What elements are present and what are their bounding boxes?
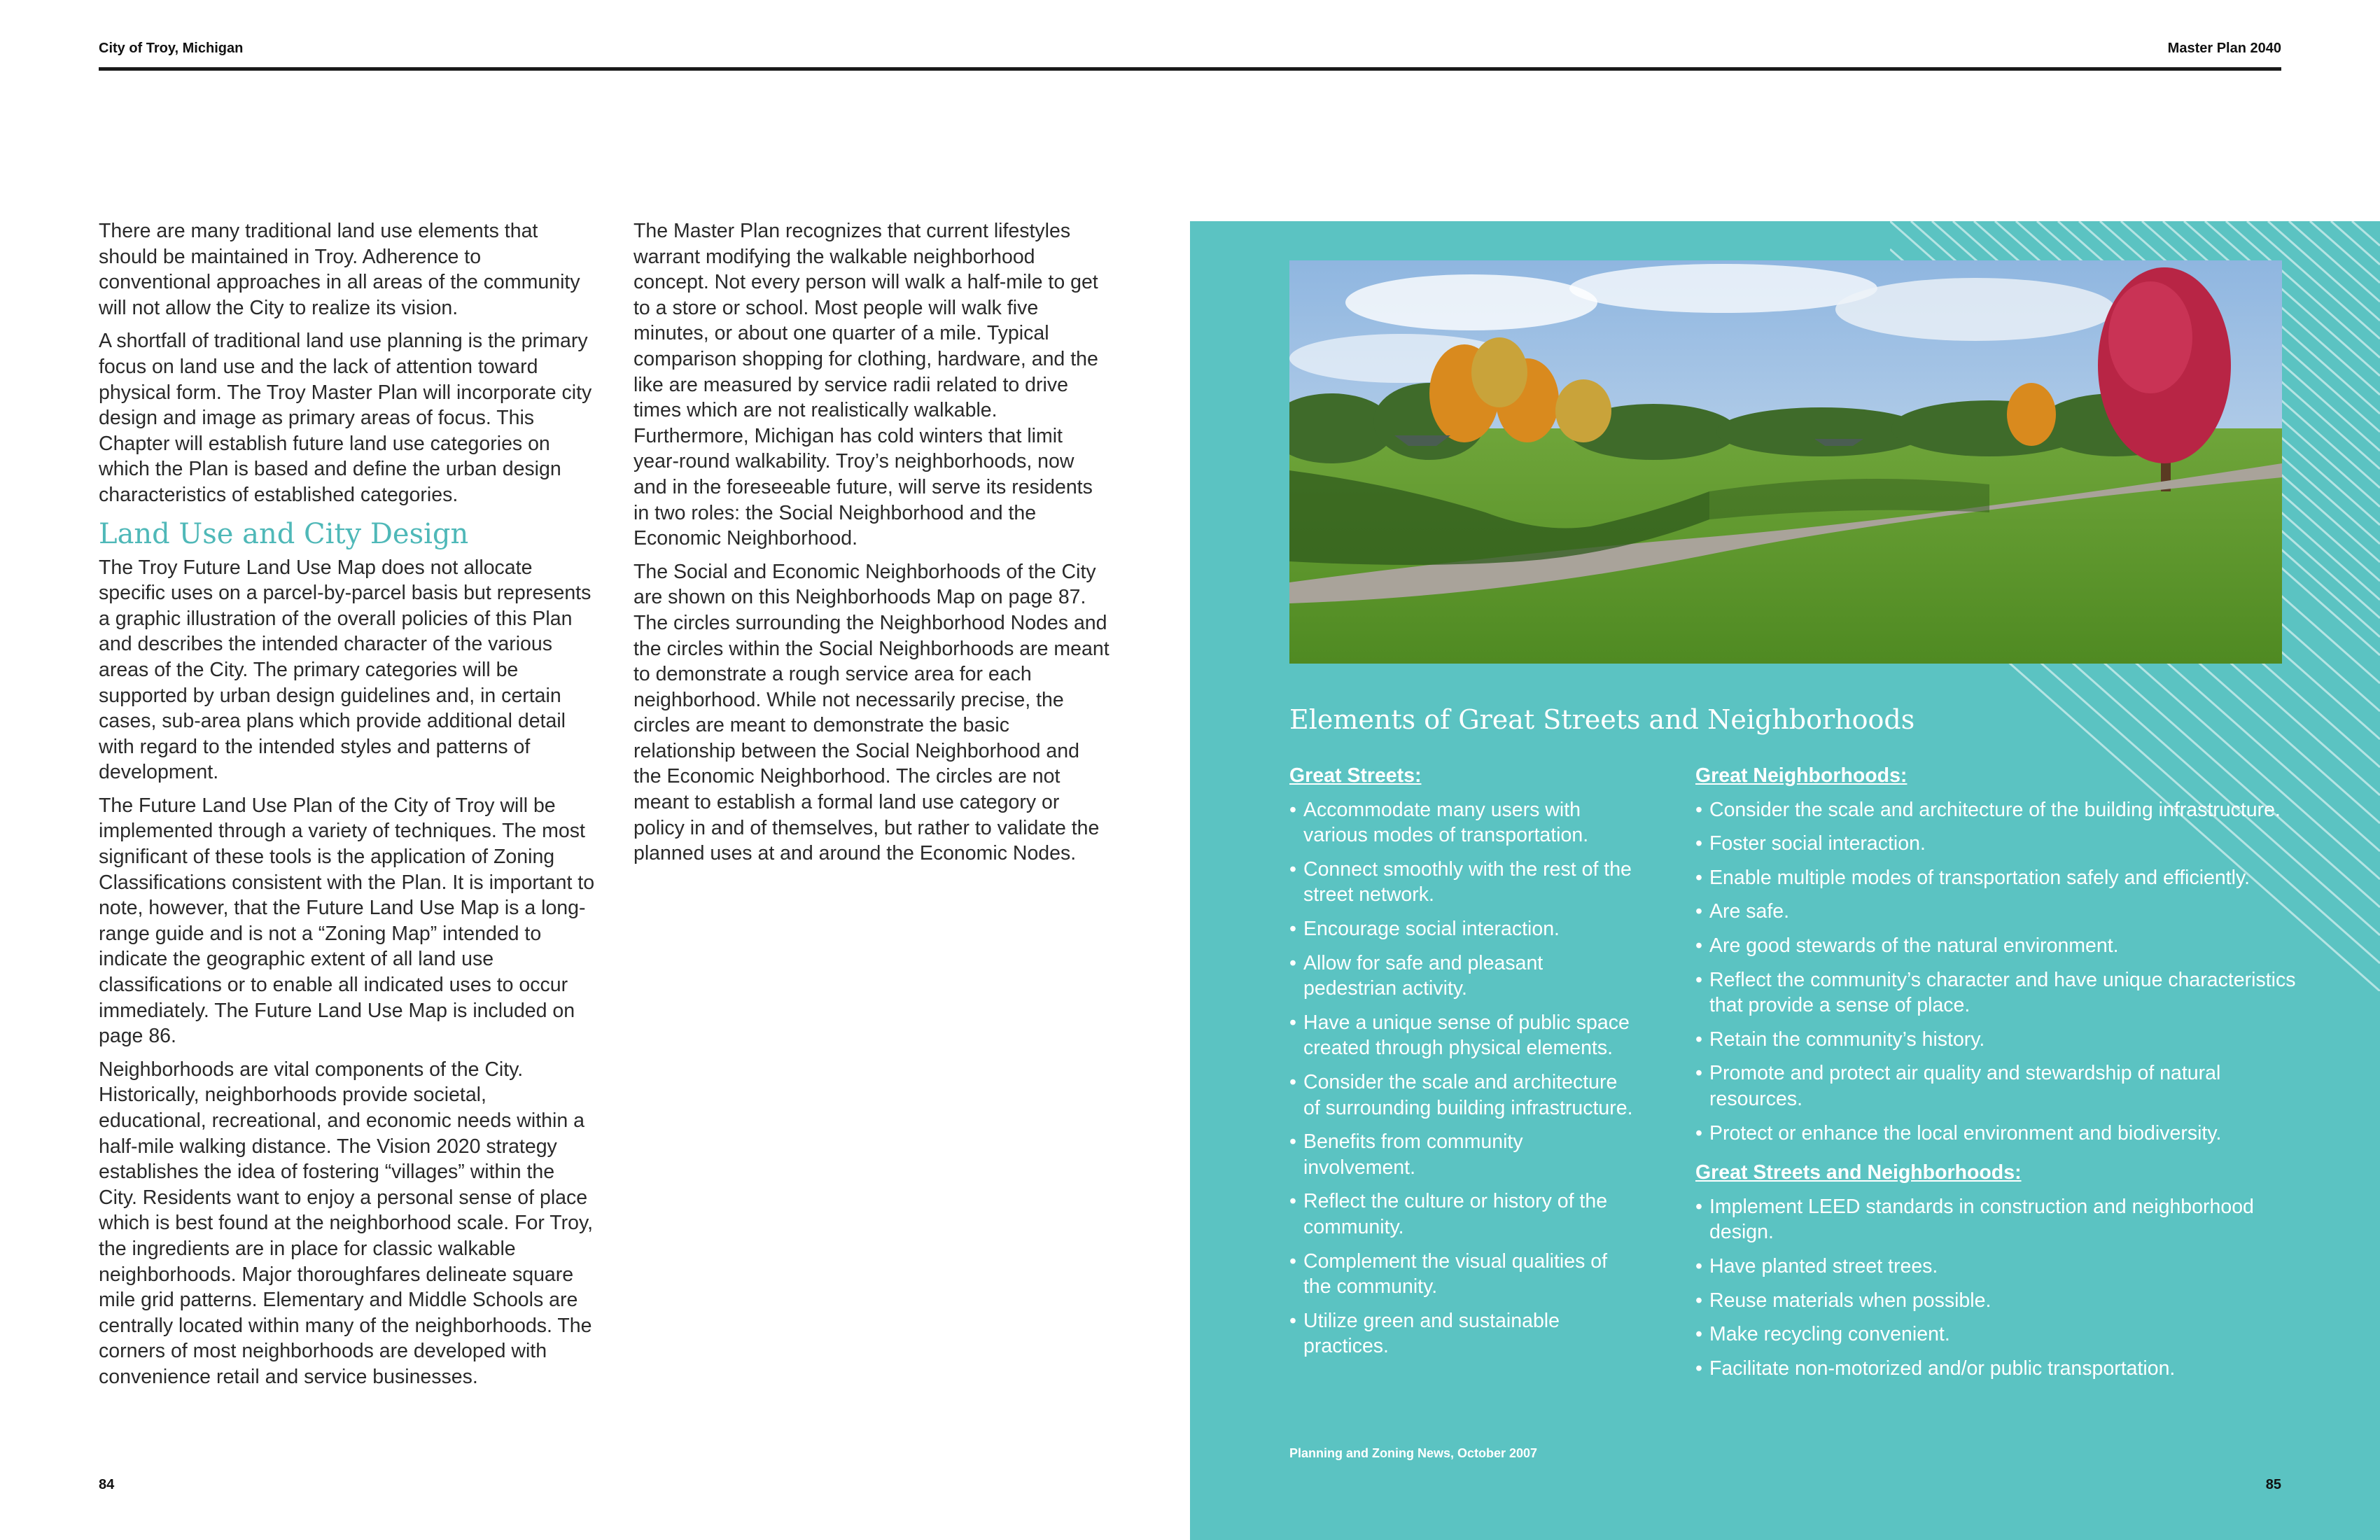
list-item: • Encourage social interaction.: [1289, 916, 1639, 942]
great-neighborhoods-heading: Great Neighborhoods:: [1695, 764, 1907, 787]
great-neighborhoods-column: [1695, 763, 2297, 1390]
source-citation: Planning and Zoning News, October 2007: [1289, 1446, 1538, 1460]
list-item: • Utilize green and sustainable practices.: [1289, 1308, 1639, 1359]
list-item: • Complement the visual qualities of the community.: [1289, 1249, 1639, 1300]
body-paragraph: The Future Land Use Plan of the City of Troy will be implemented through a variety of techniques. The most significant of these tools is the application of Zoning Classifications consistent with the Plan. It is important to note, however, that the Future Land Use Map is a long-range guide and is not a “Zoning Map” intended to indicate the geographic extent of all land use classifications or to enable all indicated uses to occur immediately. The Future Land Use Map is included on page 86.: [99, 794, 595, 1048]
body-paragraph: The Troy Future Land Use Map does not allocate specific uses on a parcel-by-parcel basis but represents a graphic illustration of the overall policies of this Plan and describes the intended character of the various areas of the City. The primary categories will be supported by urban design guidelines and, in certain cases, sub-area plans which provide additional detail with regard to the intended styles and patterns of development.: [99, 556, 592, 784]
great-streets-panel: [1190, 221, 2380, 1540]
list-item: • Facilitate non-motorized and/or public transportation.: [1695, 1356, 2297, 1382]
header-divider: [99, 67, 2281, 71]
list-item: • Have planted street trees.: [1695, 1254, 2297, 1280]
panel-title: Elements of Great Streets and Neighborhoods: [1289, 704, 1915, 735]
page-number-right: 85: [2265, 1477, 2281, 1492]
list-item: • Benefits from community involvement.: [1289, 1129, 1639, 1180]
list-item: • Consider the scale and architecture of the building infrastructure.: [1695, 797, 2297, 823]
great-streets-and-neighborhoods-list: [1695, 1194, 2297, 1382]
list-item: • Consider the scale and architecture of surrounding building infrastructure.: [1289, 1070, 1639, 1121]
list-item: • Reflect the community’s character and have unique characteristics that provide a sense of place.: [1695, 967, 2297, 1018]
great-neighborhoods-list: [1695, 797, 2297, 1147]
left-page-column-1: [99, 218, 597, 1398]
list-item: • Enable multiple modes of transportation safely and efficiently.: [1695, 865, 2297, 891]
left-page-column-2: [634, 218, 1110, 874]
list-item: • Have a unique sense of public space created through physical elements.: [1289, 1010, 1639, 1061]
great-streets-and-neighborhoods-heading: Great Streets and Neighborhoods:: [1695, 1161, 2022, 1184]
park-photo: [1289, 260, 2282, 664]
list-item: • Reuse materials when possible.: [1695, 1288, 2297, 1314]
body-paragraph: The Master Plan recognizes that current lifestyles warrant modifying the walkable neighborhood concept. Not every person will walk a half-mile to get to a store or school. Most people will walk five minutes, or about one quarter of a mile. Typical comparison shopping for clothing, hardware, and the like are measured by service radii related to drive times which are not realistically walkable. Furthermore, Michigan has cold winters that limit year-round walkability. Troy’s neighborhoods, now and in the foreseeable future, will serve its residents in two roles: the Social Neighborhood and the Economic Neighborhood.: [634, 220, 1098, 550]
document-header-right: Master Plan 2040: [2167, 41, 2281, 56]
great-streets-list: [1289, 797, 1639, 1359]
list-item: • Implement LEED standards in construction and neighborhood design.: [1695, 1194, 2297, 1245]
body-paragraph: There are many traditional land use elements that should be maintained in Troy. Adherence to conventional approaches in all areas of the community will not allow the City to realize its vision.: [99, 220, 580, 319]
great-streets-column: [1289, 763, 1639, 1368]
body-paragraph: A shortfall of traditional land use planning is the primary focus on land use and the lack of attention toward physical form. The Troy Master Plan will incorporate city design and image as primary areas of focus. This Chapter will establish future land use categories on which the Plan is based and define the urban design characteristics of established categories.: [99, 330, 592, 506]
list-item: • Are safe.: [1695, 899, 2297, 925]
list-item: • Promote and protect air quality and stewardship of natural resources.: [1695, 1060, 2297, 1112]
list-item: • Protect or enhance the local environment and biodiversity.: [1695, 1121, 2297, 1147]
list-item: • Make recycling convenient.: [1695, 1322, 2297, 1348]
list-item: • Allow for safe and pleasant pedestrian activity.: [1289, 951, 1639, 1002]
great-streets-heading: Great Streets:: [1289, 764, 1422, 787]
list-item: • Are good stewards of the natural environment.: [1695, 933, 2297, 959]
document-header-left: City of Troy, Michigan: [99, 41, 244, 56]
body-paragraph: Neighborhoods are vital components of the City. Historically, neighborhoods provide societal, educational, recreational, and economic needs within a half-mile walking distance. The Vision 2020 strategy establishes the idea of fostering “villages” within the City. Residents want to enjoy a personal sense of place which is best found at the neighborhood scale. For Troy, the ingredients are in place for classic walkable neighborhoods. Major thoroughfares delineate square mile grid patterns. Elementary and Middle Schools are centrally located within many of the neighborhoods. The corners of most neighborhoods are developed with convenience retail and service businesses.: [99, 1058, 594, 1388]
list-item: • Connect smoothly with the rest of the street network.: [1289, 857, 1639, 908]
list-item: • Retain the community’s history.: [1695, 1027, 2297, 1053]
section-heading: Land Use and City Design: [99, 517, 469, 550]
body-paragraph: The Social and Economic Neighborhoods of the City are shown on this Neighborhoods Map on page 87. The circles surrounding the Neighborhood Nodes and the circles within the Social Neighborhoods are meant to demonstrate a rough service area for each neighborhood. While not necessarily precise, the circles are meant to demonstrate the basic relationship between the Social Neighborhood and the Economic Neighborhood. The circles are not meant to establish a formal land use category or policy in and of themselves, but rather to validate the planned uses at and around the Economic Nodes.: [634, 560, 1110, 865]
list-item: • Foster social interaction.: [1695, 831, 2297, 857]
list-item: • Reflect the culture or history of the community.: [1289, 1189, 1639, 1240]
list-item: • Accommodate many users with various modes of transportation.: [1289, 797, 1639, 848]
page-number-left: 84: [99, 1477, 115, 1492]
